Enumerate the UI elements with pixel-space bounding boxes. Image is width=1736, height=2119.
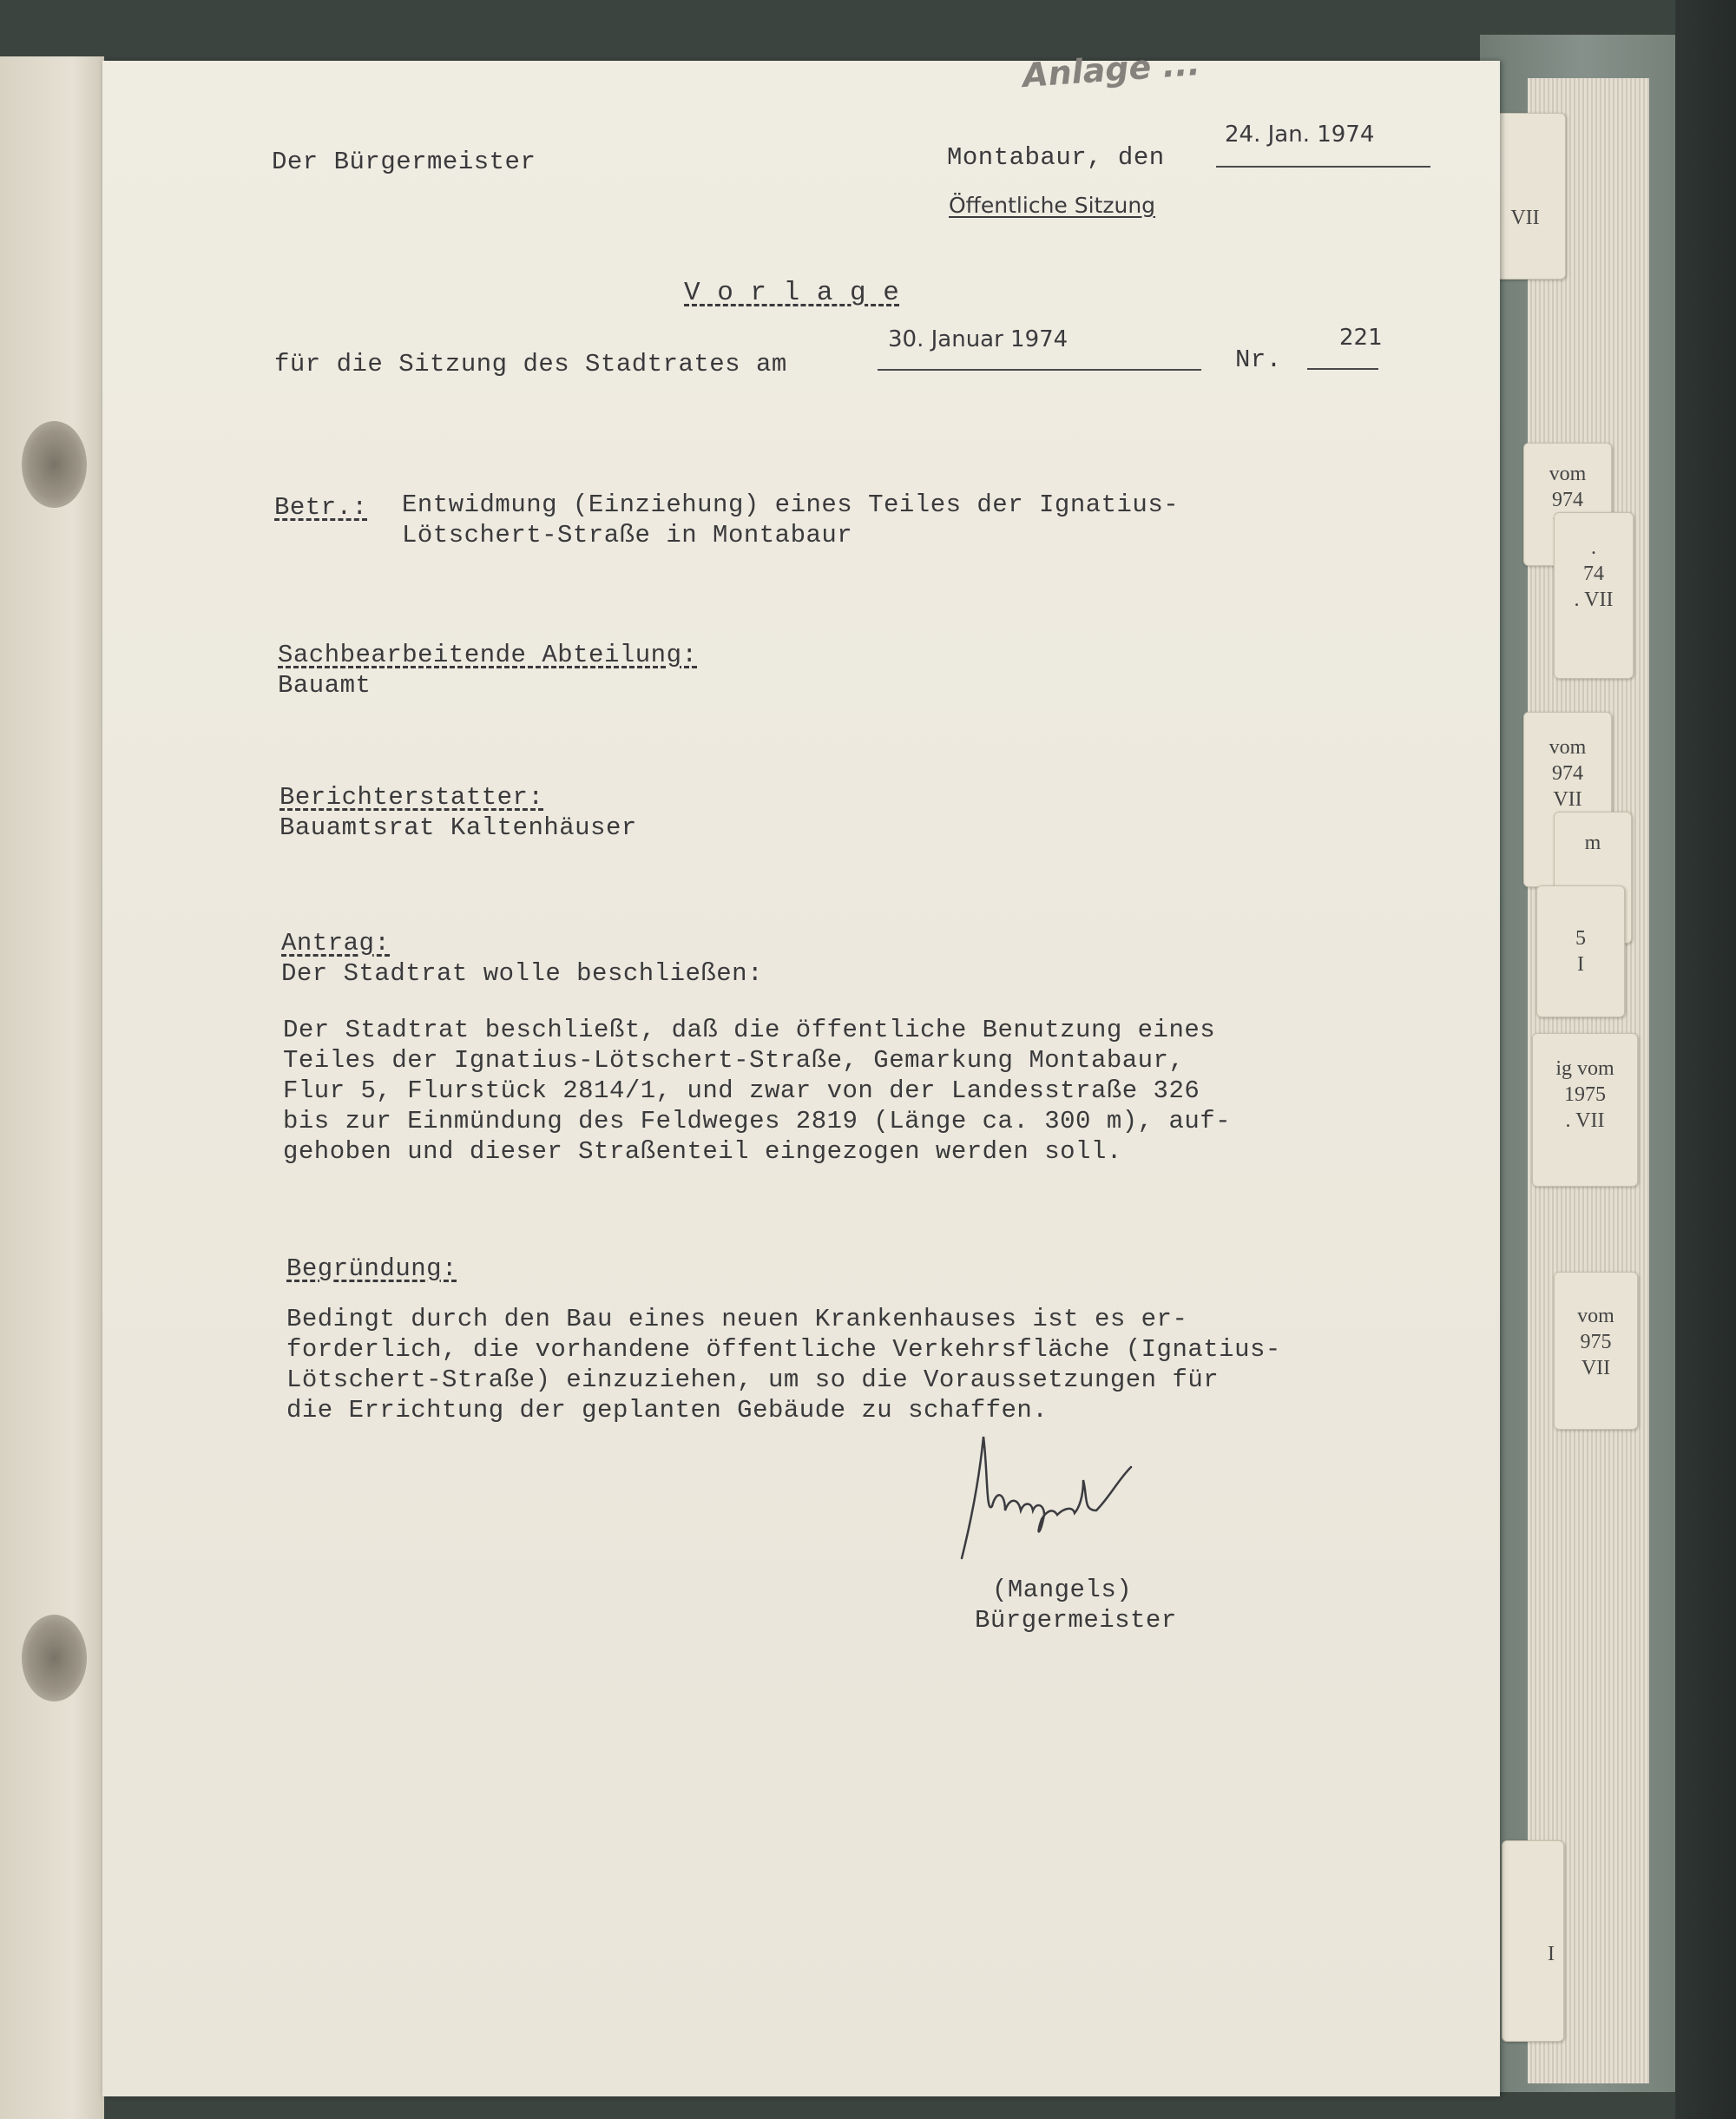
document-date: 24. Jan. 1974 <box>1225 122 1375 148</box>
number-label: Nr. <box>1235 345 1282 374</box>
index-tab[interactable]: vom 974 VII <box>1523 712 1612 887</box>
index-tab[interactable]: 5 I <box>1536 885 1625 1017</box>
index-tab[interactable]: vom 975 VII <box>1554 1272 1638 1430</box>
place-label: Montabaur, den <box>947 143 1165 172</box>
index-tab[interactable]: ig vom 1975 . VII <box>1532 1033 1638 1187</box>
sender: Der Bürgermeister <box>272 148 536 176</box>
subject-line: Entwidmung (Einziehung) eines Teiles der Ignatius- <box>402 490 1180 519</box>
motion-intro: Der Stadtrat wolle beschließen: <box>281 959 763 988</box>
reporter-label: Berichterstatter: <box>279 783 544 812</box>
department-value: Bauamt <box>278 671 372 700</box>
index-tab[interactable]: vom 974 <box>1523 443 1612 566</box>
number-value: 221 <box>1339 325 1383 351</box>
reason-line: forderlich, die vorhandene öffentliche Verkehrsfläche (Ignatius- <box>286 1335 1281 1364</box>
reason-line: Bedingt durch den Bau eines neuen Krankenhauses ist es er- <box>286 1305 1188 1333</box>
number-line <box>1307 368 1378 370</box>
motion-line: Der Stadtrat beschließt, daß die öffentliche Benutzung eines <box>283 1016 1216 1044</box>
motion-line: gehoben und dieser Straßenteil eingezogen werden soll. <box>283 1137 1122 1166</box>
subject-line: Lötschert-Straße in Montabaur <box>402 521 853 549</box>
session-date: 30. Januar 1974 <box>888 326 1069 352</box>
motion-line: Flur 5, Flurstück 2814/1, und zwar von der Landesstraße 326 <box>283 1076 1200 1105</box>
signature-mark <box>944 1428 1170 1567</box>
punch-hole <box>22 1615 87 1701</box>
department-label: Sachbearbeitende Abteilung: <box>278 641 698 669</box>
handwritten-corner-note: Anlage ... <box>1021 43 1201 95</box>
motion-line: bis zur Einmündung des Feldweges 2819 (Länge ca. 300 m), auf- <box>283 1107 1232 1135</box>
reason-line: die Errichtung der geplanten Gebäude zu schaffen. <box>286 1396 1049 1425</box>
signatory-role: Bürgermeister <box>975 1606 1177 1635</box>
session-type: Öffentliche Sitzung <box>949 193 1156 218</box>
index-tab[interactable]: . 74 . VII <box>1554 512 1634 679</box>
index-tab[interactable]: VII <box>1484 113 1566 280</box>
motion-label: Antrag: <box>281 929 391 957</box>
signatory-name: (Mangels) <box>992 1576 1133 1604</box>
reason-label: Begründung: <box>286 1254 457 1283</box>
document-page <box>102 43 1500 2096</box>
session-text: für die Sitzung des Stadtrates am <box>274 350 787 378</box>
document-title: V o r l a g e <box>684 278 900 308</box>
reporter-value: Bauamtsrat Kaltenhäuser <box>279 813 637 842</box>
facing-page <box>0 56 104 2119</box>
binder-edge <box>1675 0 1736 2119</box>
index-tab[interactable]: I <box>1502 1840 1564 2042</box>
subject-label: Betr.: <box>274 493 368 522</box>
motion-line: Teiles der Ignatius-Lötschert-Straße, Gemarkung Montabaur, <box>283 1046 1185 1075</box>
index-tab[interactable]: m <box>1554 812 1632 944</box>
reason-line: Lötschert-Straße) einzuziehen, um so die Voraussetzungen für <box>286 1366 1220 1394</box>
session-date-line <box>878 369 1201 371</box>
punch-hole <box>22 421 87 508</box>
date-line <box>1216 166 1430 168</box>
